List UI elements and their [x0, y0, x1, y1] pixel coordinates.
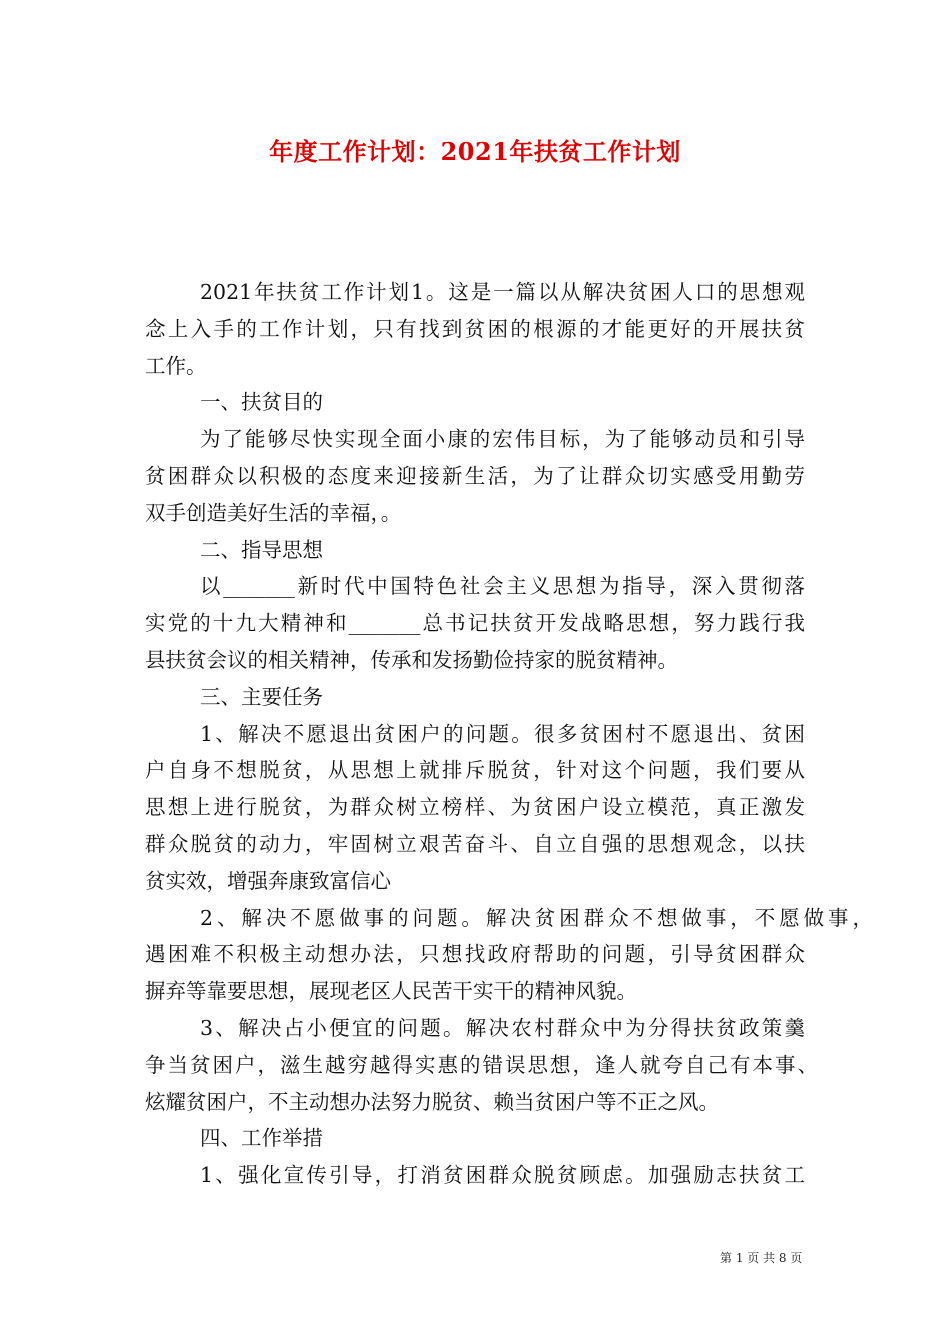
text-line: 思想上进行脱贫，为群众树立榜样、为贫困户设立模范，真正激发: [145, 795, 805, 820]
text-line: 3、解决占小便宜的问题。解决农村群众中为分得扶贫政策羹: [200, 1015, 805, 1040]
text-line: 一、扶贫目的: [200, 390, 323, 415]
section-heading: [145, 1120, 805, 1157]
text-line: 工作。: [145, 353, 207, 378]
text-line: 户自身不想脱贫，从思想上就排斥脱贫，针对这个问题，我们要从: [145, 758, 805, 783]
page-number: 第 1 页 共 8 页: [720, 1251, 803, 1265]
text-line: 四、工作举措: [200, 1126, 323, 1151]
text-line: 为了能够尽快实现全面小康的宏伟目标，为了能够动员和引导: [200, 427, 805, 452]
text-line: 群众脱贫的动力，牢固树立艰苦奋斗、自立自强的思想观念，以扶: [145, 831, 805, 856]
text-line: 二、指导思想: [200, 537, 323, 562]
text-line: 摒弃等靠要思想，展现老区人民苦干实干的精神风貌。: [145, 979, 637, 1004]
document-body: [145, 274, 873, 1194]
text-line: 以_______新时代中国特色社会主义思想为指导，深入贯彻落: [200, 574, 805, 599]
text-line: 贫困群众以积极的态度来迎接新生活，为了让群众切实感受用勤劳: [145, 463, 805, 488]
text-line: 念上入手的工作计划，只有找到贫困的根源的才能更好的开展扶贫: [145, 316, 805, 341]
section-heading: [145, 384, 805, 421]
text-line: 2、解决不愿做事的问题。解决贫困群众不想做事，不愿做事，: [200, 905, 873, 930]
text-line: 1、强化宣传引导，打消贫困群众脱贫顾虑。加强励志扶贫工: [200, 1163, 805, 1188]
document-title: 年度工作计划：2021年扶贫工作计划: [269, 137, 681, 166]
text-line: 炫耀贫困户，不主动想办法努力脱贫、赖当贫困户等不正之风。: [145, 1089, 719, 1114]
text-line: 贫实效，增强奔康致富信心: [145, 868, 391, 893]
text-line: 实党的十九大精神和_______总书记扶贫开发战略思想，努力践行我: [145, 611, 805, 636]
text-line: 1、解决不愿退出贫困户的问题。很多贫困村不愿退出、贫困: [200, 721, 805, 746]
text-line: 三、主要任务: [200, 684, 323, 709]
paragraph: [145, 421, 805, 531]
paragraph: [145, 1010, 818, 1120]
section-heading: [145, 679, 805, 716]
paragraph: [145, 274, 805, 384]
text-line: 双手创造美好生活的幸福，。: [145, 500, 402, 525]
paragraph: [145, 900, 873, 1010]
text-line: 遇困难不积极主动想办法，只想找政府帮助的问题，引导贫困群众: [145, 942, 805, 967]
section-heading: [145, 532, 805, 569]
text-line: 2021年扶贫工作计划1。这是一篇以从解决贫困人口的思想观: [200, 280, 805, 304]
paragraph: [145, 1157, 805, 1194]
text-line: 争当贫困户，滋生越穷越得实惠的错误思想，逢人就夸自己有本事、: [145, 1052, 818, 1077]
text-line: 县扶贫会议的相关精神，传承和发扬勤俭持家的脱贫精神。: [145, 647, 678, 672]
paragraph: [145, 568, 805, 678]
paragraph: [145, 716, 805, 900]
